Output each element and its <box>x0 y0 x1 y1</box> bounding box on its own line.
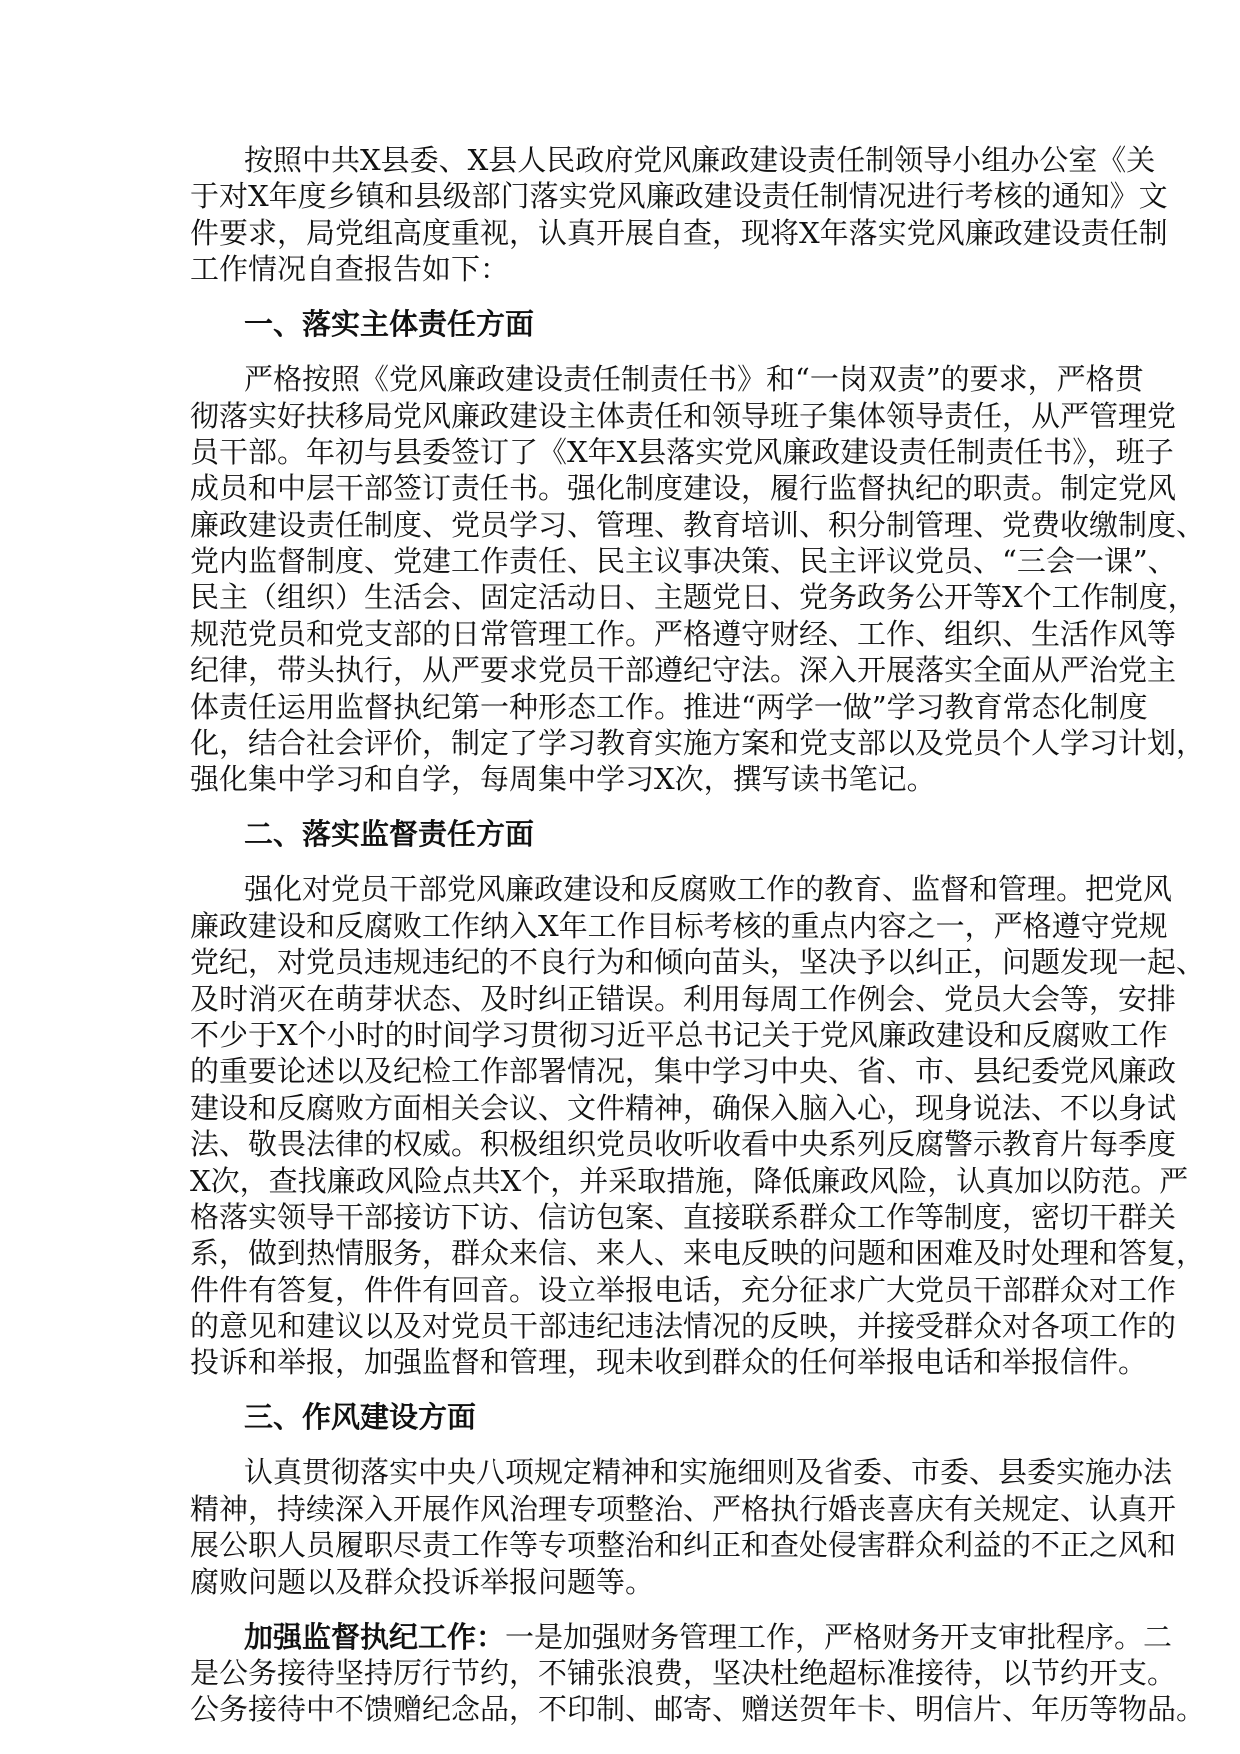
paragraph-line: 强化集中学习和自学，每周集中学习X次，撰写读书笔记。 <box>190 762 936 797</box>
paragraph-line: 于对X年度乡镇和县级部门落实党风廉政建设责任制情况进行考核的通知》文 <box>190 179 1168 214</box>
section-heading-3: 三、作风建设方面 <box>244 1400 477 1435</box>
paragraph-line: X次，查找廉政风险点共X个，并采取措施，降低廉政风险，认真加以防范。严 <box>190 1163 1189 1198</box>
section-heading-1: 一、落实主体责任方面 <box>244 307 535 342</box>
paragraph-line: 不少于X个小时的时间学习贯彻习近平总书记关于党风廉政建设和反腐败工作 <box>190 1017 1168 1052</box>
paragraph-line: 彻落实好扶移局党风廉政建设主体责任和领导班子集体领导责任，从严管理党 <box>190 398 1177 433</box>
paragraph-line: 成员和中层干部签订责任书。强化制度建设，履行监督执纪的职责。制定党风 <box>190 471 1177 506</box>
paragraph-line: 加强监督执纪工作：一是加强财务管理工作，严格财务开支审批程序。二 <box>244 1619 1173 1654</box>
bold-lead: 加强监督执纪工作： <box>244 1619 506 1654</box>
paragraph-line: 廉政建设和反腐败工作纳入X年工作目标考核的重点内容之一，严格遵守党规 <box>190 908 1168 943</box>
paragraph-line: 精神，持续深入开展作风治理专项整治、严格执行婚丧喜庆有关规定、认真开 <box>190 1491 1177 1526</box>
paragraph-line: 是公务接待坚持厉行节约，不铺张浪费，坚决杜绝超标准接待，以节约开支。 <box>190 1656 1177 1690</box>
document-page <box>190 142 1206 1728</box>
paragraph-line: 认真贯彻落实中央八项规定精神和实施细则及省委、市委、县委实施办法 <box>244 1455 1173 1490</box>
paragraph-line: 纪律，带头执行，从严要求党员干部遵纪守法。深入开展落实全面从严治党主 <box>190 653 1177 688</box>
paragraph-line: 公务接待中不馈赠纪念品，不印制、邮寄、赠送贺年卡、明信片、年历等物品。 <box>190 1692 1206 1727</box>
paragraph-line: 党内监督制度、党建工作责任、民主议事决策、民主评议党员、“三会一课”、 <box>190 544 1177 579</box>
section2-paragraph <box>190 871 1206 1380</box>
paragraph-line: 系，做到热情服务，群众来信、来人、来电反映的问题和困难及时处理和答复， <box>190 1236 1206 1271</box>
section-heading-2: 二、落实监督责任方面 <box>244 817 535 852</box>
paragraph-line: 的意见和建议以及对党员干部违纪违法情况的反映，并接受群众对各项工作的 <box>190 1309 1177 1344</box>
paragraph-line: 体责任运用监督执纪第一种形态工作。推进“两学一做”学习教育常态化制度 <box>190 689 1148 724</box>
paragraph-line: 格落实领导干部接访下访、信访包案、直接联系群众工作等制度，密切干群关 <box>190 1199 1177 1234</box>
paragraph-line: 建设和反腐败方面相关会议、文件精神，确保入脑入心，现身说法、不以身试 <box>190 1090 1177 1125</box>
paragraph-line: 员干部。年初与县委签订了《X年X县落实党风廉政建设责任制责任书》，班子 <box>190 434 1174 469</box>
paragraph-line: 党纪，对党员违规违纪的不良行为和倾向苗头，坚决予以纠正，问题发现一起、 <box>190 945 1206 980</box>
paragraph-line: 化，结合社会评价，制定了学习教育实施方案和党支部以及党员个人学习计划， <box>190 726 1206 761</box>
paragraph-line: 民主（组织）生活会、固定活动日、主题党日、党务政务公开等X个工作制度， <box>190 580 1197 615</box>
paragraph-line: 按照中共X县委、X县人民政府党风廉政建设责任制领导小组办公室《关 <box>244 143 1156 177</box>
paragraph-line: 腐败问题以及群众投诉举报问题等。 <box>190 1564 655 1599</box>
paragraph-line: 工作情况自查报告如下： <box>190 252 510 287</box>
paragraph-line: 展公职人员履职尽责工作等专项整治和纠正和查处侵害群众利益的不正之风和 <box>190 1528 1177 1563</box>
paragraph-line: 严格按照《党风廉政建设责任制责任书》和“一岗双责”的要求，严格贯 <box>244 362 1144 397</box>
section3-paragraph <box>190 1454 1177 1600</box>
paragraph-line: 法、敬畏法律的权威。积极组织党员收听收看中央系列反腐警示教育片每季度 <box>190 1127 1177 1162</box>
paragraph-line: 强化对党员干部党风廉政建设和反腐败工作的教育、监督和管理。把党风 <box>244 872 1173 907</box>
paragraph-line: 投诉和举报，加强监督和管理，现未收到群众的任何举报电话和举报信件。 <box>190 1345 1148 1380</box>
paragraph-line: 的重要论述以及纪检工作部署情况，集中学习中央、省、市、县纪委党风廉政 <box>190 1054 1177 1089</box>
paragraph-line: 廉政建设责任制度、党员学习、管理、教育培训、积分制管理、党费收缴制度、 <box>190 507 1206 542</box>
paragraph-line: 件件有答复，件件有回音。设立举报电话，充分征求广大党员干部群众对工作 <box>190 1272 1177 1307</box>
section4-paragraph <box>190 1619 1206 1728</box>
paragraph-line: 规范党员和党支部的日常管理工作。严格遵守财经、工作、组织、生活作风等 <box>190 616 1177 651</box>
paragraph-line: 及时消灭在萌芽状态、及时纠正错误。利用每周工作例会、党员大会等，安排 <box>190 981 1177 1016</box>
section1-paragraph <box>190 361 1206 798</box>
paragraph-line: 件要求，局党组高度重视，认真开展自查，现将X年落实党风廉政建设责任制 <box>190 215 1168 250</box>
intro-paragraph <box>190 142 1168 288</box>
